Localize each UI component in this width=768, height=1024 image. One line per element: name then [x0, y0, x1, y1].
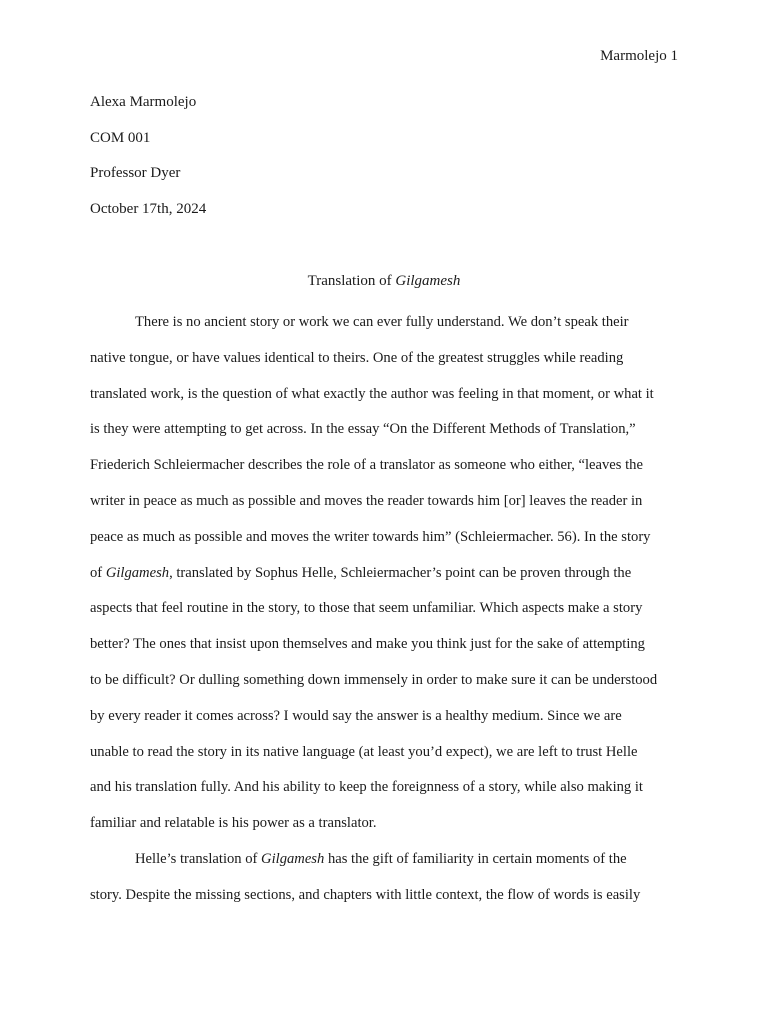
body-line: to be difficult? Or dulling something down immensely in order to make sure it can be understood: [90, 671, 658, 688]
italic-work-title: Gilgamesh: [105, 564, 170, 581]
body-line: writer in peace as much as possible and moves the reader towards him [or] leaves the reader in: [90, 492, 643, 509]
author-name: Alexa Marmolejo: [90, 94, 197, 110]
essay-title: [0, 271, 768, 291]
body-line: is they were attempting to get across. In the essay “On the Different Methods of Translation,”: [90, 421, 636, 438]
title-prefix: Translation of: [307, 273, 396, 289]
body-line: translated work, is the question of what exactly the author was feeling in that moment, or what it: [90, 385, 654, 402]
italic-work-title: Gilgamesh: [261, 850, 325, 867]
essay-date: October 17th, 2024: [90, 200, 207, 217]
instructor-name: Professor Dyer: [90, 165, 181, 181]
body-line: [90, 842, 690, 878]
body-line: and his translation fully. And his ability to keep the foreignness of a story, while also making it: [90, 779, 643, 796]
body-line: story. Despite the missing sections, and chapters with little context, the flow of words is easily: [90, 886, 641, 903]
running-head: Marmolejo 1: [600, 48, 678, 64]
title-work: Gilgamesh: [395, 273, 461, 289]
body-line: Friederich Schleiermacher describes the role of a translator as someone who either, “leaves the: [90, 457, 643, 474]
mla-heading: [90, 92, 206, 234]
course-name: COM 001: [90, 129, 151, 146]
body-text-run: of: [90, 564, 106, 581]
body-line: peace as much as possible and moves the writer towards him” (Schleiermacher. 56). In the story: [90, 528, 651, 545]
body-line: better? The ones that insist upon themselves and make you think just for the sake of attempting: [90, 636, 645, 653]
body-line: native tongue, or have values identical to theirs. One of the greatest struggles while reading: [90, 349, 624, 366]
body-line: familiar and relatable is his power as a translator.: [90, 815, 377, 832]
body-text-run: has the gift of familiarity in certain moments of the: [324, 850, 627, 867]
essay-body: [90, 305, 690, 914]
body-text-run: Helle’s translation of: [135, 850, 262, 867]
body-line: by every reader it comes across? I would say the answer is a healthy medium. Since we are: [90, 707, 622, 724]
body-line: There is no ancient story or work we can ever fully understand. We don’t speak their: [135, 314, 629, 330]
body-text-run: , translated by Sophus Helle, Schleiermacher’s point can be proven through the: [169, 564, 632, 581]
body-line: [90, 556, 690, 592]
body-line: unable to read the story in its native language (at least you’d expect), we are left to trust Helle: [90, 743, 638, 760]
body-line: aspects that feel routine in the story, to those that seem unfamiliar. Which aspects make a story: [90, 600, 643, 617]
